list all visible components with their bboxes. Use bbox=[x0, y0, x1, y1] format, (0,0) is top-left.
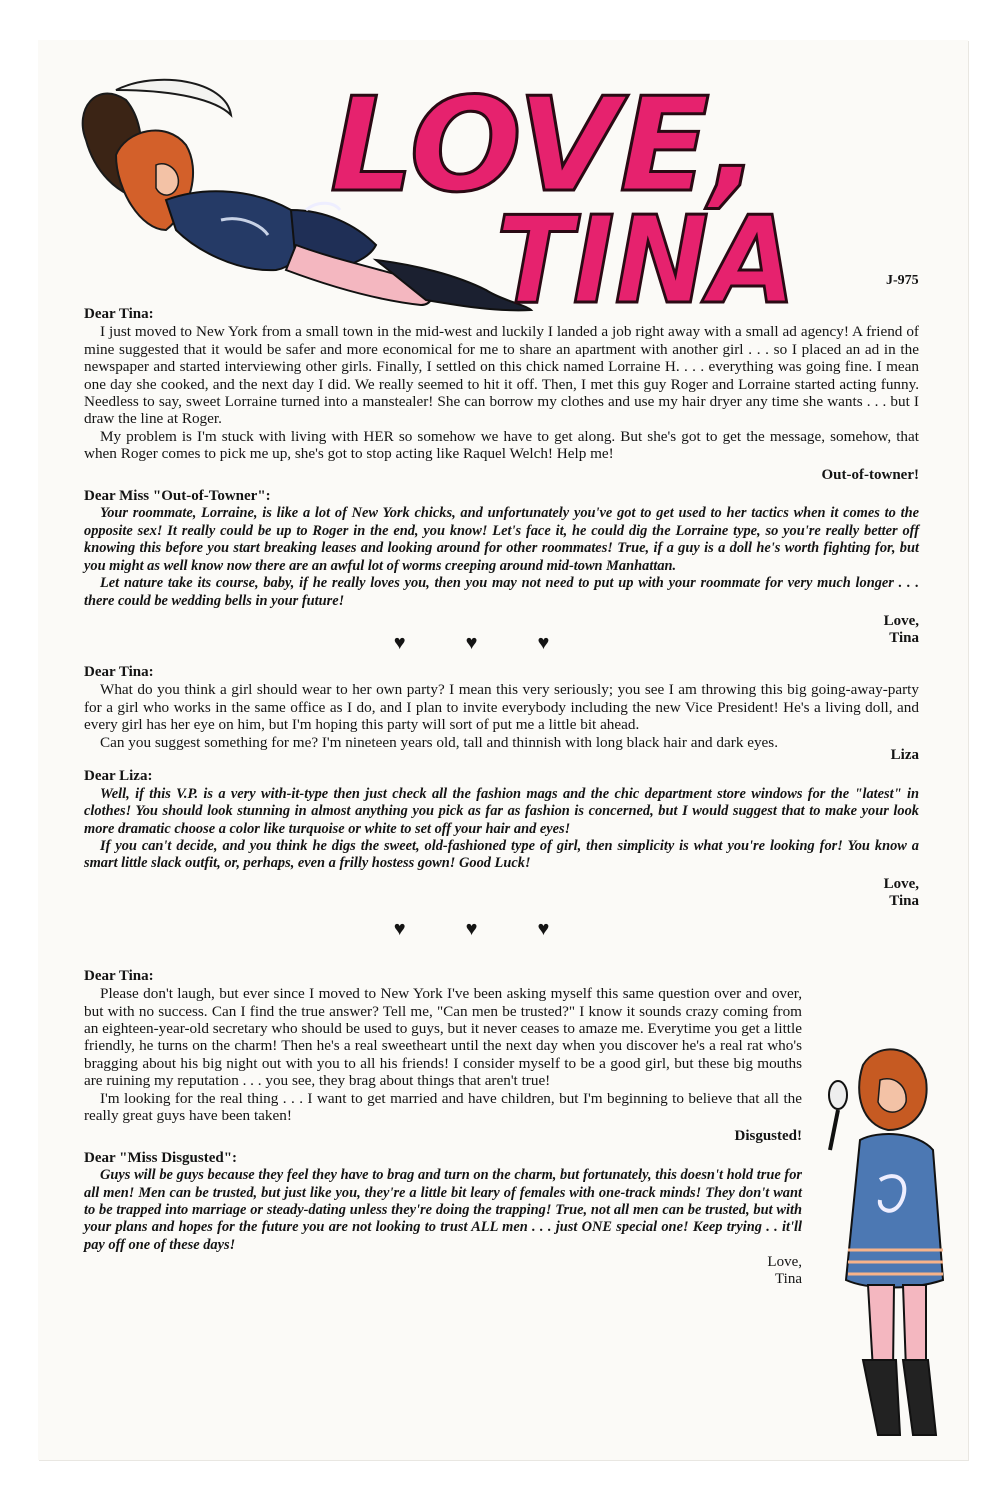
letter-1-signature: Out-of-towner! bbox=[821, 466, 919, 483]
title-line-2: TINA bbox=[496, 192, 796, 310]
reply-3-signature: Tina bbox=[775, 1271, 802, 1288]
letter-1 bbox=[84, 306, 919, 484]
letter-1-salutation: Dear Tina: bbox=[84, 306, 154, 322]
letter-2-signature: Liza bbox=[890, 746, 919, 763]
reply-2 bbox=[84, 768, 919, 909]
reply-2-paragraph: If you can't decide, and you think he digs the sweet, old-fashioned type of girl, then simplicity is what you're looking for! You know a smart little slack outfit, or, perhaps, even a frilly hostess gown! Good Luck! bbox=[84, 837, 919, 872]
letter-2-paragraph: Can you suggest something for me? I'm nineteen years old, tall and thinnish with long black hair and dark eyes. bbox=[100, 733, 779, 751]
issue-code: J-975 bbox=[886, 273, 919, 288]
reply-2-salutation: Dear Liza: bbox=[84, 768, 153, 785]
letters-column bbox=[84, 304, 919, 1288]
letter-1-paragraph: I just moved to New York from a small town in the mid-west and luckily I landed a job right away with a small ad agency! A friend of mine suggested that it would be safer and more economical for me to share an apartment with another girl . . . so I placed an ad in the newspaper and started interviewing other girls. Finally, I settled on this chick named Lorraine H. . . . everything was going fine. I mean one day she cooked, and the next day I did. We really seemed to hit it off. Then, I met this guy Roger and Lorraine started acting funny. Needless to say, sweet Lorraine turned into a manstealer! She can borrow my clothes and use my hair dryer any time she wants . . . but I draw the line at Roger. bbox=[84, 323, 919, 428]
reply-3-paragraph: Guys will be guys because they feel they have to brag and turn on the charm, but fortunately, this doesn't hold true for all men! Men can be trusted, but just like you, they're a little bit leary of females with one-track minds! They don't want to be trapped into marriage or steady-dating unless they're doing the trapping! True, not all men can be trusted, but with your plans and hopes for the future you are not looking to trust ALL men . . . just ONE special one! Keep trying . . it'll pay off one of these days! bbox=[84, 1167, 802, 1253]
reply-1-paragraph: Let nature take its course, baby, if he really loves you, then you may not need to put up with your roommate for very much longer . . . there could be wedding bells in your future! bbox=[84, 575, 919, 609]
reply-3-salutation: Dear "Miss Disgusted": bbox=[84, 1149, 238, 1166]
title-line-1: LOVE, bbox=[330, 69, 760, 221]
reply-1-signature: Tina bbox=[889, 629, 919, 646]
reply-2-paragraph: Well, if this V.P. is a very with-it-type then just check all the fashion mags and the chic department store windows for the "latest" in clothes! You should look stunning in almost anything you pick as far as fashion is concerned, but I would suggest that to make your look more dramatic choose a color like turquoise or white to set off your hair and eyes! bbox=[84, 785, 919, 837]
reply-2-signature: Tina bbox=[889, 892, 919, 909]
reply-1-closing: Love, bbox=[883, 612, 919, 629]
letter-2-paragraph: What do you think a girl should wear to her own party? I mean this very seriously; you see I am throwing this big going-away-party for a girl who works in the same office as I do, and I plan to invite everybody including the new Vice President! He's a living doll, and every girl has her eye on him, but I'm hoping this party will sort of put me a little bit ahead. bbox=[84, 681, 919, 734]
reply-1-paragraph: Your roommate, Lorraine, is like a lot of New York chicks, and unfortunately you've got to get used to her tactics when it comes to the opposite sex! It really could be up to Roger in the end, you know! Let's face it, he could dig the Lorraine type, so you're really better off knowing this before you start breaking leases and looking around for other roommates! True, if a guy is a doll he's worth fighting for, but you might as well know now there are an awful lot of worms creeping around mid-town Manhattan. bbox=[84, 505, 919, 574]
reply-2-closing: Love, bbox=[883, 875, 919, 892]
letter-3-paragraph: I'm looking for the real thing . . . I want to get married and have children, but I'm beginning to believe that all the really great guys have been taken! bbox=[84, 1089, 802, 1125]
title-lettering bbox=[38, 40, 968, 310]
letter-3-signature: Disgusted! bbox=[734, 1128, 802, 1145]
heart-divider: ♥♥♥ bbox=[393, 917, 610, 940]
reply-1 bbox=[84, 488, 919, 647]
letter-3-paragraph: Please don't laugh, but ever since I moved to New York I've been asking myself this same question over and over, but with no success. Can I find the true answer? Tell me, "Can men be trusted?" I know it sounds crazy coming from an eighteen-year-old secretary who should be used to guys, but it never ceases to amaze me. Everytime you get a little friendly, he turns on the charm! Then he's a real sweetheart until the next day when you discover he's a real rat who's bragging about his big night out with you to all his friends! I consider myself to be a good girl, but these big mouths are ruining my reputation . . . you see, they brag about things that aren't true! bbox=[84, 985, 802, 1090]
letter-3 bbox=[84, 968, 802, 1146]
heart-divider: ♥♥♥ bbox=[393, 631, 610, 654]
reply-3-closing: Love, bbox=[767, 1254, 802, 1271]
comic-page bbox=[38, 40, 968, 1460]
reply-3 bbox=[84, 1150, 802, 1288]
letter-3-salutation: Dear Tina: bbox=[84, 967, 154, 984]
header bbox=[38, 40, 968, 310]
reply-1-salutation: Dear Miss "Out-of-Towner": bbox=[84, 488, 271, 505]
letter-1-paragraph: My problem is I'm stuck with living with HER so somehow we have to get along. But she's got to get the message, somehow, that when Roger comes to pick me up, she's got to stop acting like Raquel Welch! Help me! bbox=[84, 427, 919, 463]
letter-2 bbox=[84, 664, 919, 764]
letter-2-salutation: Dear Tina: bbox=[84, 663, 154, 680]
